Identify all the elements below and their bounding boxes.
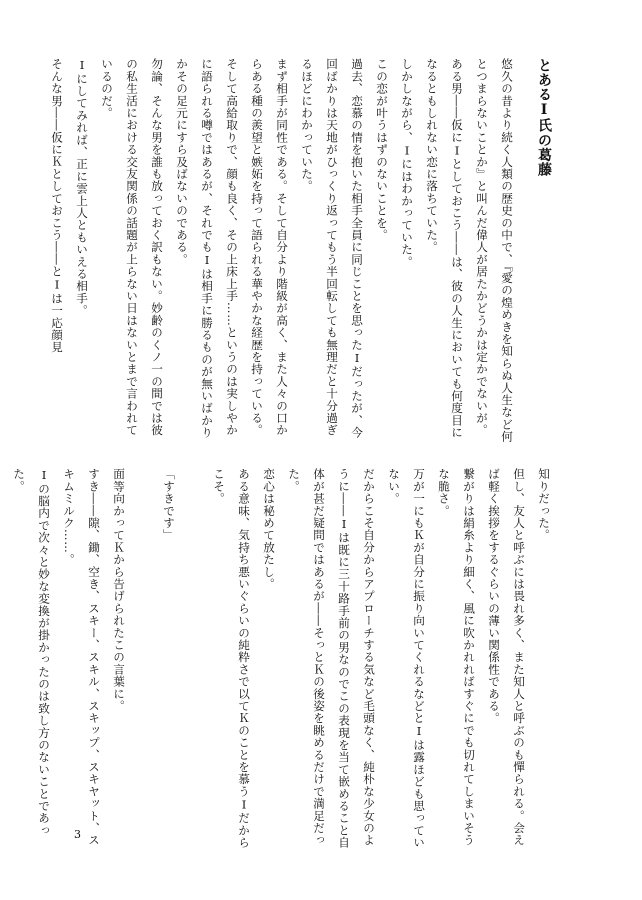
paragraph: 繋がりは絹糸より細く、風に吹かれればすぐにでも切れてしまいそうな脆さ。 [437, 468, 476, 847]
paragraph: ある意味、気持ち悪いぐらいの純粋さで以てＫのことを慕うⅠだからこそ。 [212, 468, 251, 849]
paragraph: 恋心は秘めて放たし。 [262, 468, 276, 590]
page-number: 3 [74, 828, 81, 841]
paragraph: まず相手が同性である。そして自分より階級が高く、また人々の口からある種の羨望と嫉妬を持って語られる華やかな経歴を持っている。 [250, 58, 289, 437]
paragraph: 知りだった。 [537, 468, 551, 542]
upper-vertical-text [50, 58, 556, 446]
paragraph: ある男――仮にⅠとしておこう――は、彼の人生においても何度目になるともしれない恋に落ちていた。 [425, 58, 464, 439]
paragraph: 但し、友人と呼ぶには畏れ多く、また知人と呼ぶのも憚られる。会えば軽く挨拶をするぐらいの薄い関係性である。 [487, 468, 526, 847]
upper-text-block [50, 58, 556, 446]
blank-line [131, 468, 156, 856]
paragraph: 悠久の昔より続く人類の歴史の中で、『愛の煌めきを知らぬ人生など何とつまらないことか』と叫んだ偉人が居たかどうかは定かでないが。 [475, 58, 514, 443]
paragraph: しかしながら、Ⅰにはわかっていた。 [400, 58, 414, 268]
paragraph: Ⅰの脳内で次々と妙な変換が掛かったのは致し方のないことであった。 [12, 468, 51, 837]
lower-vertical-text [12, 468, 556, 856]
chapter-title: とあるⅠ氏の葛藤 [536, 58, 552, 177]
paragraph [0, 468, 6, 856]
lower-text-block [12, 468, 556, 856]
paragraph: 勿論、そんな男を誰も放っておく訳もない。妙齢のくノ一の間では彼の私生活における交友関係の話題が上らない日はないとまで言われているのだ。 [100, 58, 164, 437]
paragraph: そして高給取りで、顔も良く、その上床上手……というのは実しやかに語られる噂ではあるが、それでもⅠは相手に勝るものが無いばかりかその足元にすら及ばないのである。 [175, 58, 239, 439]
paragraph: すき――隙、鋤、空き、スキー、スキル、スキップ、スキヤット、スキムミルク……。 [62, 468, 101, 847]
paragraph: Ⅰにしてみれば、正に雲上人ともいえる相手。 [75, 58, 89, 317]
paragraph: そんな男――仮にＫとしておこう――とⅠは一応顔見 [50, 58, 64, 354]
blank-line [181, 468, 206, 856]
paragraph: 面等向かってＫから告げられたこの言葉に。 [112, 468, 126, 712]
paragraph: だからこそ自分からアプローチする気など毛頭なく、純朴な少女のように――Ⅰは既に三十路手前の男なのでこの表現を当て嵌めること自体が甚だ疑問ではあるが――そっとＫの後姿を眺めるだけで満足だった。 [287, 468, 376, 849]
paragraph: この恋が叶うはずのないことを。 [375, 58, 389, 241]
paragraph: 万が一にもＫが自分に振り向いてくれるなどとⅠは露ほども思っていない。 [387, 468, 426, 849]
paragraph: 過去、恋慕の情を抱いた相手全員に同じことを思ったⅠだったが、今回ばかりは天地がひっくり返ってもう半回転しても無理だと十分過ぎるほどにわかっていた。 [300, 58, 364, 439]
dialogue-line: 「すきです」 [162, 468, 176, 542]
